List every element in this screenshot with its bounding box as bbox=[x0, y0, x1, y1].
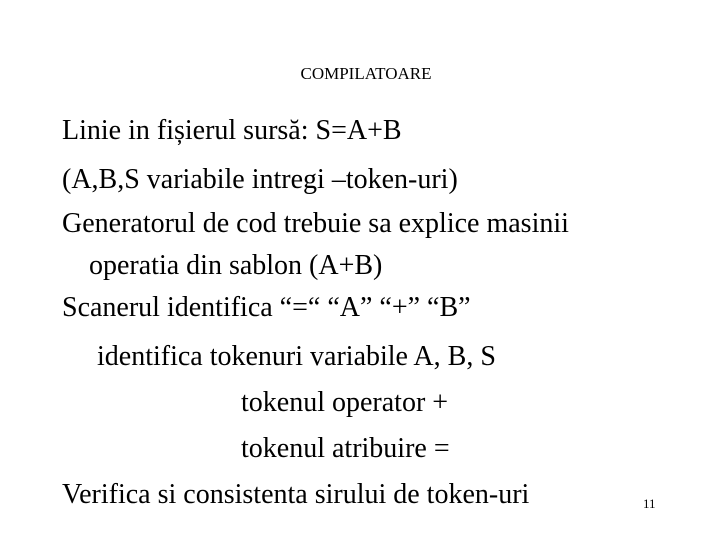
text-line-scanner: Scanerul identifica “=“ “A” “+” “B” bbox=[62, 292, 471, 323]
text-line-source: Linie in fișierul sursă: S=A+B bbox=[62, 115, 402, 146]
text-line-variable-tokens: identifica tokenuri variabile A, B, S bbox=[97, 341, 496, 372]
text-line-operator-token: tokenul operator + bbox=[241, 387, 449, 418]
text-line-assignment-token: tokenul atribuire = bbox=[241, 433, 450, 464]
page-number: 11 bbox=[643, 496, 656, 511]
slide-title: COMPILATOARE bbox=[300, 64, 432, 83]
text-line-generator: Generatorul de cod trebuie sa explice masinii bbox=[62, 208, 569, 239]
text-line-variables: (A,B,S variabile intregi –token-uri) bbox=[62, 164, 458, 195]
text-line-consistency: Verifica si consistenta sirului de token-uri bbox=[62, 479, 530, 510]
text-line-generator-cont: operatia din sablon (A+B) bbox=[89, 250, 383, 281]
